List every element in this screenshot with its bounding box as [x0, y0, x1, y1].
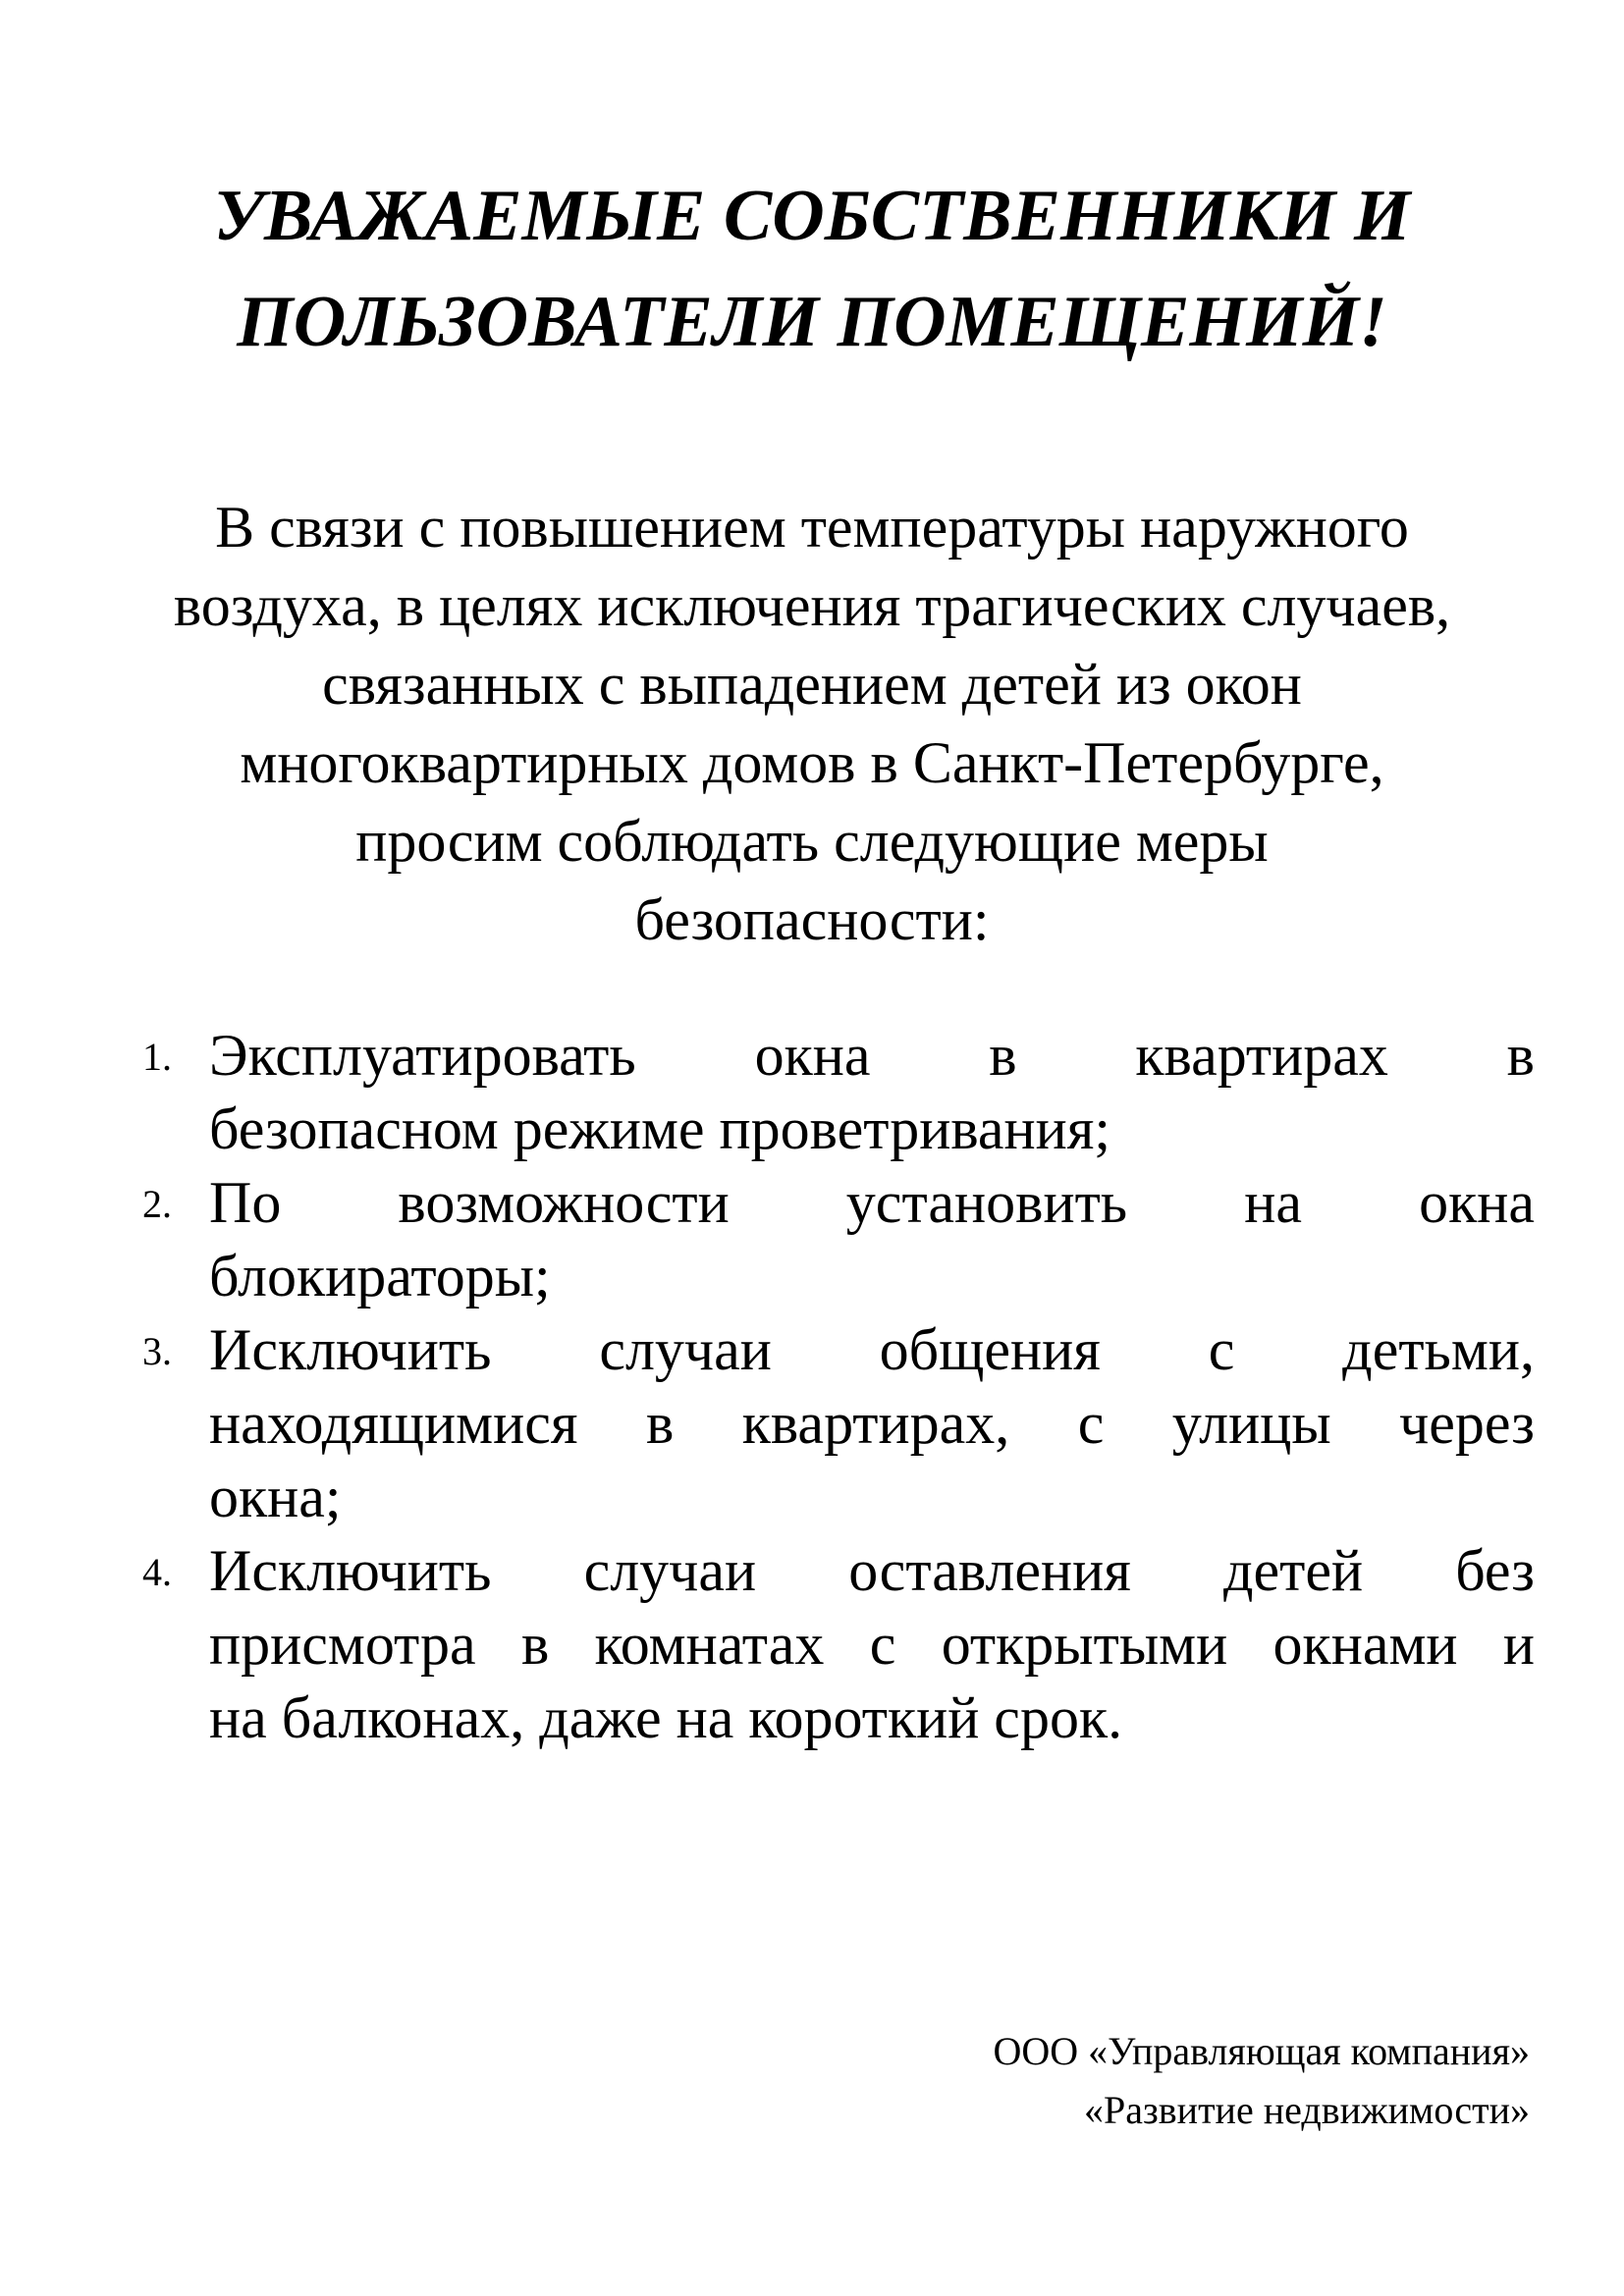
safety-measure-1 — [142, 1019, 1535, 1166]
measure-number: 2. — [142, 1182, 172, 1226]
signature-line-1: ООО «Управляющая компания» — [993, 2029, 1530, 2073]
intro-line: безопасности: — [634, 887, 990, 952]
title-line-1: УВАЖАЕМЫЕ СОБСТВЕННИКИ И — [213, 176, 1411, 256]
measure-text-line: блокираторы; — [209, 1244, 551, 1308]
measure-text-line: По возможности установить на окна — [209, 1170, 1535, 1235]
safety-measure-3 — [142, 1313, 1535, 1534]
notice-title — [118, 163, 1506, 375]
measure-number: 3. — [142, 1329, 172, 1373]
intro-line: многоквартирных домов в Санкт-Петербурге, — [240, 730, 1384, 795]
measure-text-line: Исключить случаи оставления детей без — [209, 1538, 1535, 1603]
measure-number: 4. — [142, 1550, 172, 1594]
safety-measure-2 — [142, 1166, 1535, 1313]
measure-text-line: безопасном режиме проветривания; — [209, 1096, 1110, 1161]
measure-text-line: присмотра в комнатах с открытыми окнами и — [209, 1612, 1535, 1677]
safety-measure-4 — [142, 1534, 1535, 1755]
intro-line: просим соблюдать следующие меры — [355, 809, 1269, 874]
measure-text-line: на балконах, даже на короткий срок. — [209, 1685, 1123, 1750]
intro-line: связанных с выпадением детей из окон — [322, 652, 1302, 717]
measure-number: 1. — [142, 1035, 172, 1079]
signature-line-2: «Развитие недвижимости» — [1083, 2088, 1530, 2132]
measure-text-line: находящимися в квартирах, с улицы через — [209, 1391, 1535, 1456]
company-signature — [993, 2022, 1530, 2140]
measure-text-line: Эксплуатировать окна в квартирах в — [209, 1023, 1535, 1088]
safety-measures-list — [142, 1019, 1535, 1755]
title-line-2: ПОЛЬЗОВАТЕЛИ ПОМЕЩЕНИЙ! — [237, 282, 1387, 362]
intro-line: воздуха, в целях исключения трагических случаев, — [173, 573, 1451, 638]
measure-text-line: окна; — [209, 1465, 342, 1529]
measure-text-line: Исключить случаи общения с детьми, — [209, 1317, 1535, 1382]
intro-line: В связи с повышением температуры наружного — [215, 495, 1409, 560]
intro-paragraph — [88, 488, 1536, 959]
